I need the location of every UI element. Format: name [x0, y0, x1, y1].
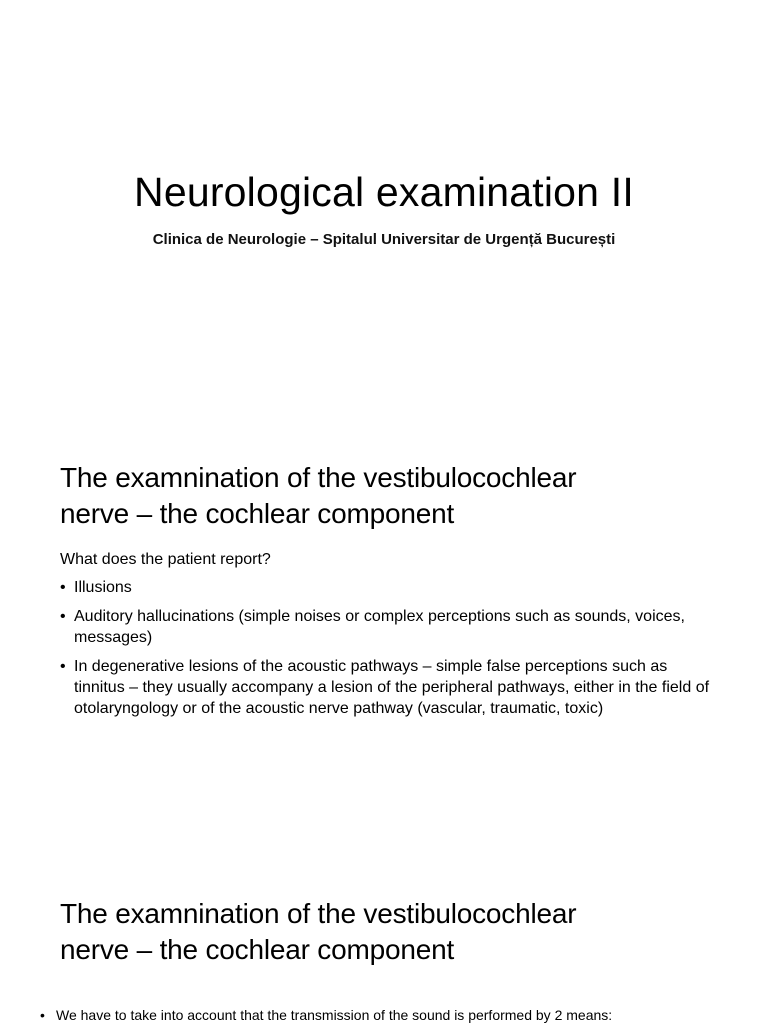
list-item-text: Auditory hallucinations (simple noises or complex perceptions such as sounds, voices, messages): [74, 608, 685, 646]
heading-line-2: nerve – the cochlear component: [60, 498, 455, 529]
heading-line-2: nerve – the cochlear component: [60, 934, 455, 965]
bullet-icon: •: [40, 1007, 45, 1023]
title-slide: [0, 0, 768, 412]
slide-heading: [60, 460, 740, 532]
content-slide-2: [0, 852, 768, 1024]
list-item-text: Illusions: [74, 579, 132, 596]
intro-text: What does the patient report?: [60, 551, 271, 568]
slide-heading: [60, 896, 740, 968]
bullet-icon: •: [60, 658, 66, 675]
list-item-text: We have to take into account that the transmission of the sound is performed by 2 means:: [56, 1007, 613, 1023]
slide-title: Neurological examination II: [134, 169, 634, 215]
list-item-text: In degenerative lesions of the acoustic pathways – simple false perceptions such as tinnitus – they usually accompany a lesion of the peripheral pathways, either in the field of otolaryngology or of the acoustic nerve pathway (vascular, traumatic, toxic): [74, 658, 710, 717]
heading-line-1: The examnination of the vestibulocochlear: [60, 898, 577, 929]
list-item: [60, 656, 710, 719]
list-item: [60, 577, 710, 598]
content-slide-1: [0, 412, 768, 852]
list-item: [40, 1005, 760, 1024]
bullet-icon: •: [60, 579, 66, 596]
slide-subtitle: Clinica de Neurologie – Spitalul Universitar de Urgență București: [152, 231, 616, 248]
bullet-list: [60, 577, 710, 727]
bullet-list: [40, 1005, 760, 1024]
bullet-icon: •: [60, 608, 66, 625]
heading-line-1: The examnination of the vestibulocochlear: [60, 462, 577, 493]
list-item: [60, 606, 710, 648]
